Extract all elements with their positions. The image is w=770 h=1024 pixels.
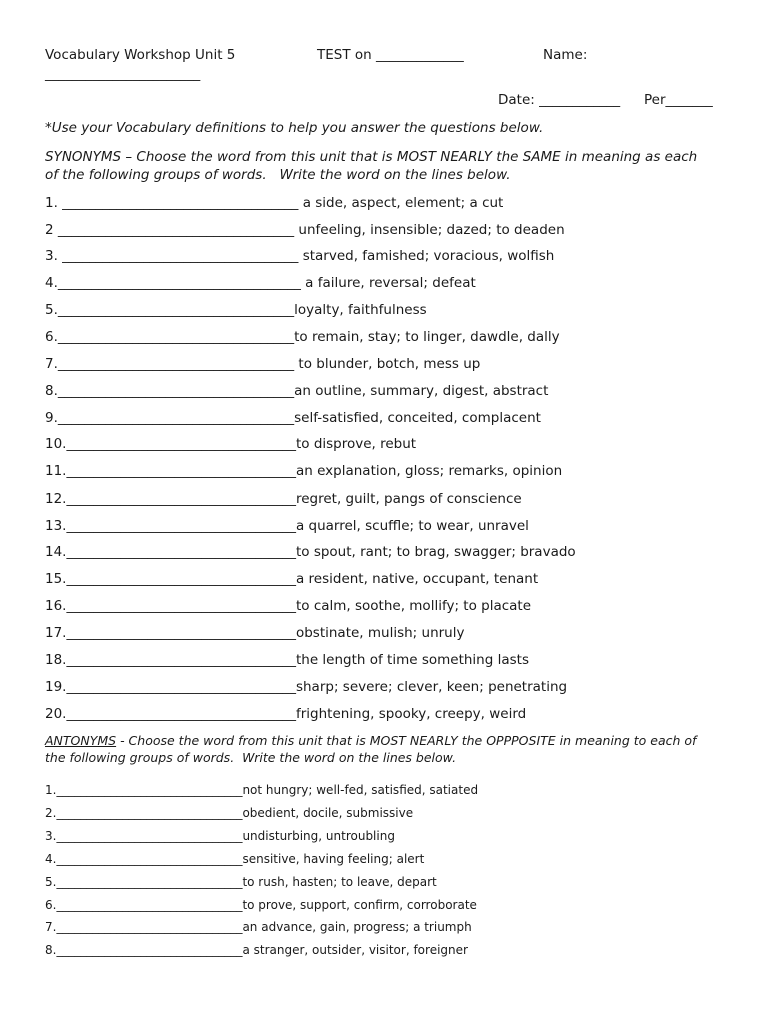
- antonyms-heading-line1: [45, 733, 696, 748]
- synonym-item: 17.__________________________________obstinate, mulish; unruly: [45, 625, 465, 641]
- instruction-text: *Use your Vocabulary definitions to help you answer the questions below.: [45, 120, 544, 136]
- antonym-item: 7._______________________________an advance, gain, progress; a triumph: [45, 920, 472, 934]
- name-label: Name:: [543, 47, 588, 63]
- antonyms-heading-line2: the following groups of words. Write the word on the lines below.: [45, 750, 457, 765]
- antonym-item: 5._______________________________to rush, hasten; to leave, depart: [45, 875, 437, 889]
- synonym-item: 13.__________________________________a quarrel, scuffle; to wear, unravel: [45, 518, 529, 534]
- test-date-field: TEST on _____________: [317, 47, 464, 63]
- synonym-item: 14.__________________________________to spout, rant; to brag, swagger; bravado: [45, 544, 576, 560]
- synonym-item: 20.__________________________________frightening, spooky, creepy, weird: [45, 706, 527, 722]
- synonyms-heading-line2: of the following groups of words. Write the word on the lines below.: [45, 167, 511, 183]
- antonyms-title: ANTONYMS: [45, 733, 117, 748]
- synonym-item: 8.___________________________________an outline, summary, digest, abstract: [45, 383, 549, 399]
- antonym-item: 4._______________________________sensitive, having feeling; alert: [45, 852, 425, 866]
- synonym-item: 18.__________________________________the length of time something lasts: [45, 652, 529, 668]
- synonym-item: 16.__________________________________to calm, soothe, mollify; to placate: [45, 598, 532, 614]
- synonym-item: 15.__________________________________a resident, native, occupant, tenant: [45, 571, 539, 587]
- synonym-item: 5.___________________________________loyalty, faithfulness: [45, 302, 427, 318]
- synonym-item: 19.__________________________________sharp; severe; clever, keen; penetrating: [45, 679, 568, 695]
- synonym-item: 7.___________________________________ to blunder, botch, mess up: [45, 356, 481, 372]
- synonym-item: 11.__________________________________an explanation, gloss; remarks, opinion: [45, 463, 563, 479]
- synonym-item: 1. ___________________________________ a side, aspect, element; a cut: [45, 195, 504, 211]
- date-field: Date: ____________: [498, 92, 621, 108]
- antonym-item: 2._______________________________obedient, docile, submissive: [45, 806, 414, 820]
- name-line: _______________________: [45, 66, 201, 82]
- antonym-item: 8._______________________________a stranger, outsider, visitor, foreigner: [45, 943, 468, 957]
- period-field: Per_______: [644, 92, 713, 108]
- worksheet-title: Vocabulary Workshop Unit 5: [45, 47, 236, 63]
- synonyms-heading-line1: SYNONYMS – Choose the word from this unit that is MOST NEARLY the SAME in meaning as each: [45, 149, 698, 165]
- antonym-item: 3._______________________________undisturbing, untroubling: [45, 829, 395, 843]
- antonyms-heading-rest: - Choose the word from this unit that is MOST NEARLY the OPPPOSITE in meaning to each of: [116, 733, 697, 748]
- synonym-item: 2 ___________________________________ unfeeling, insensible; dazed; to deaden: [45, 222, 565, 238]
- synonym-item: 3. ___________________________________ starved, famished; voracious, wolfish: [45, 248, 555, 264]
- synonym-item: 10.__________________________________to disprove, rebut: [45, 436, 417, 452]
- synonym-item: 12.__________________________________regret, guilt, pangs of conscience: [45, 491, 522, 507]
- synonym-item: 9.___________________________________self-satisfied, conceited, complacent: [45, 410, 541, 426]
- synonym-item: 6.___________________________________to remain, stay; to linger, dawdle, dally: [45, 329, 560, 345]
- antonym-item: 1._______________________________not hungry; well-fed, satisfied, satiated: [45, 783, 479, 797]
- antonym-item: 6._______________________________to prove, support, confirm, corroborate: [45, 898, 477, 912]
- synonym-item: 4.____________________________________ a failure, reversal; defeat: [45, 275, 476, 291]
